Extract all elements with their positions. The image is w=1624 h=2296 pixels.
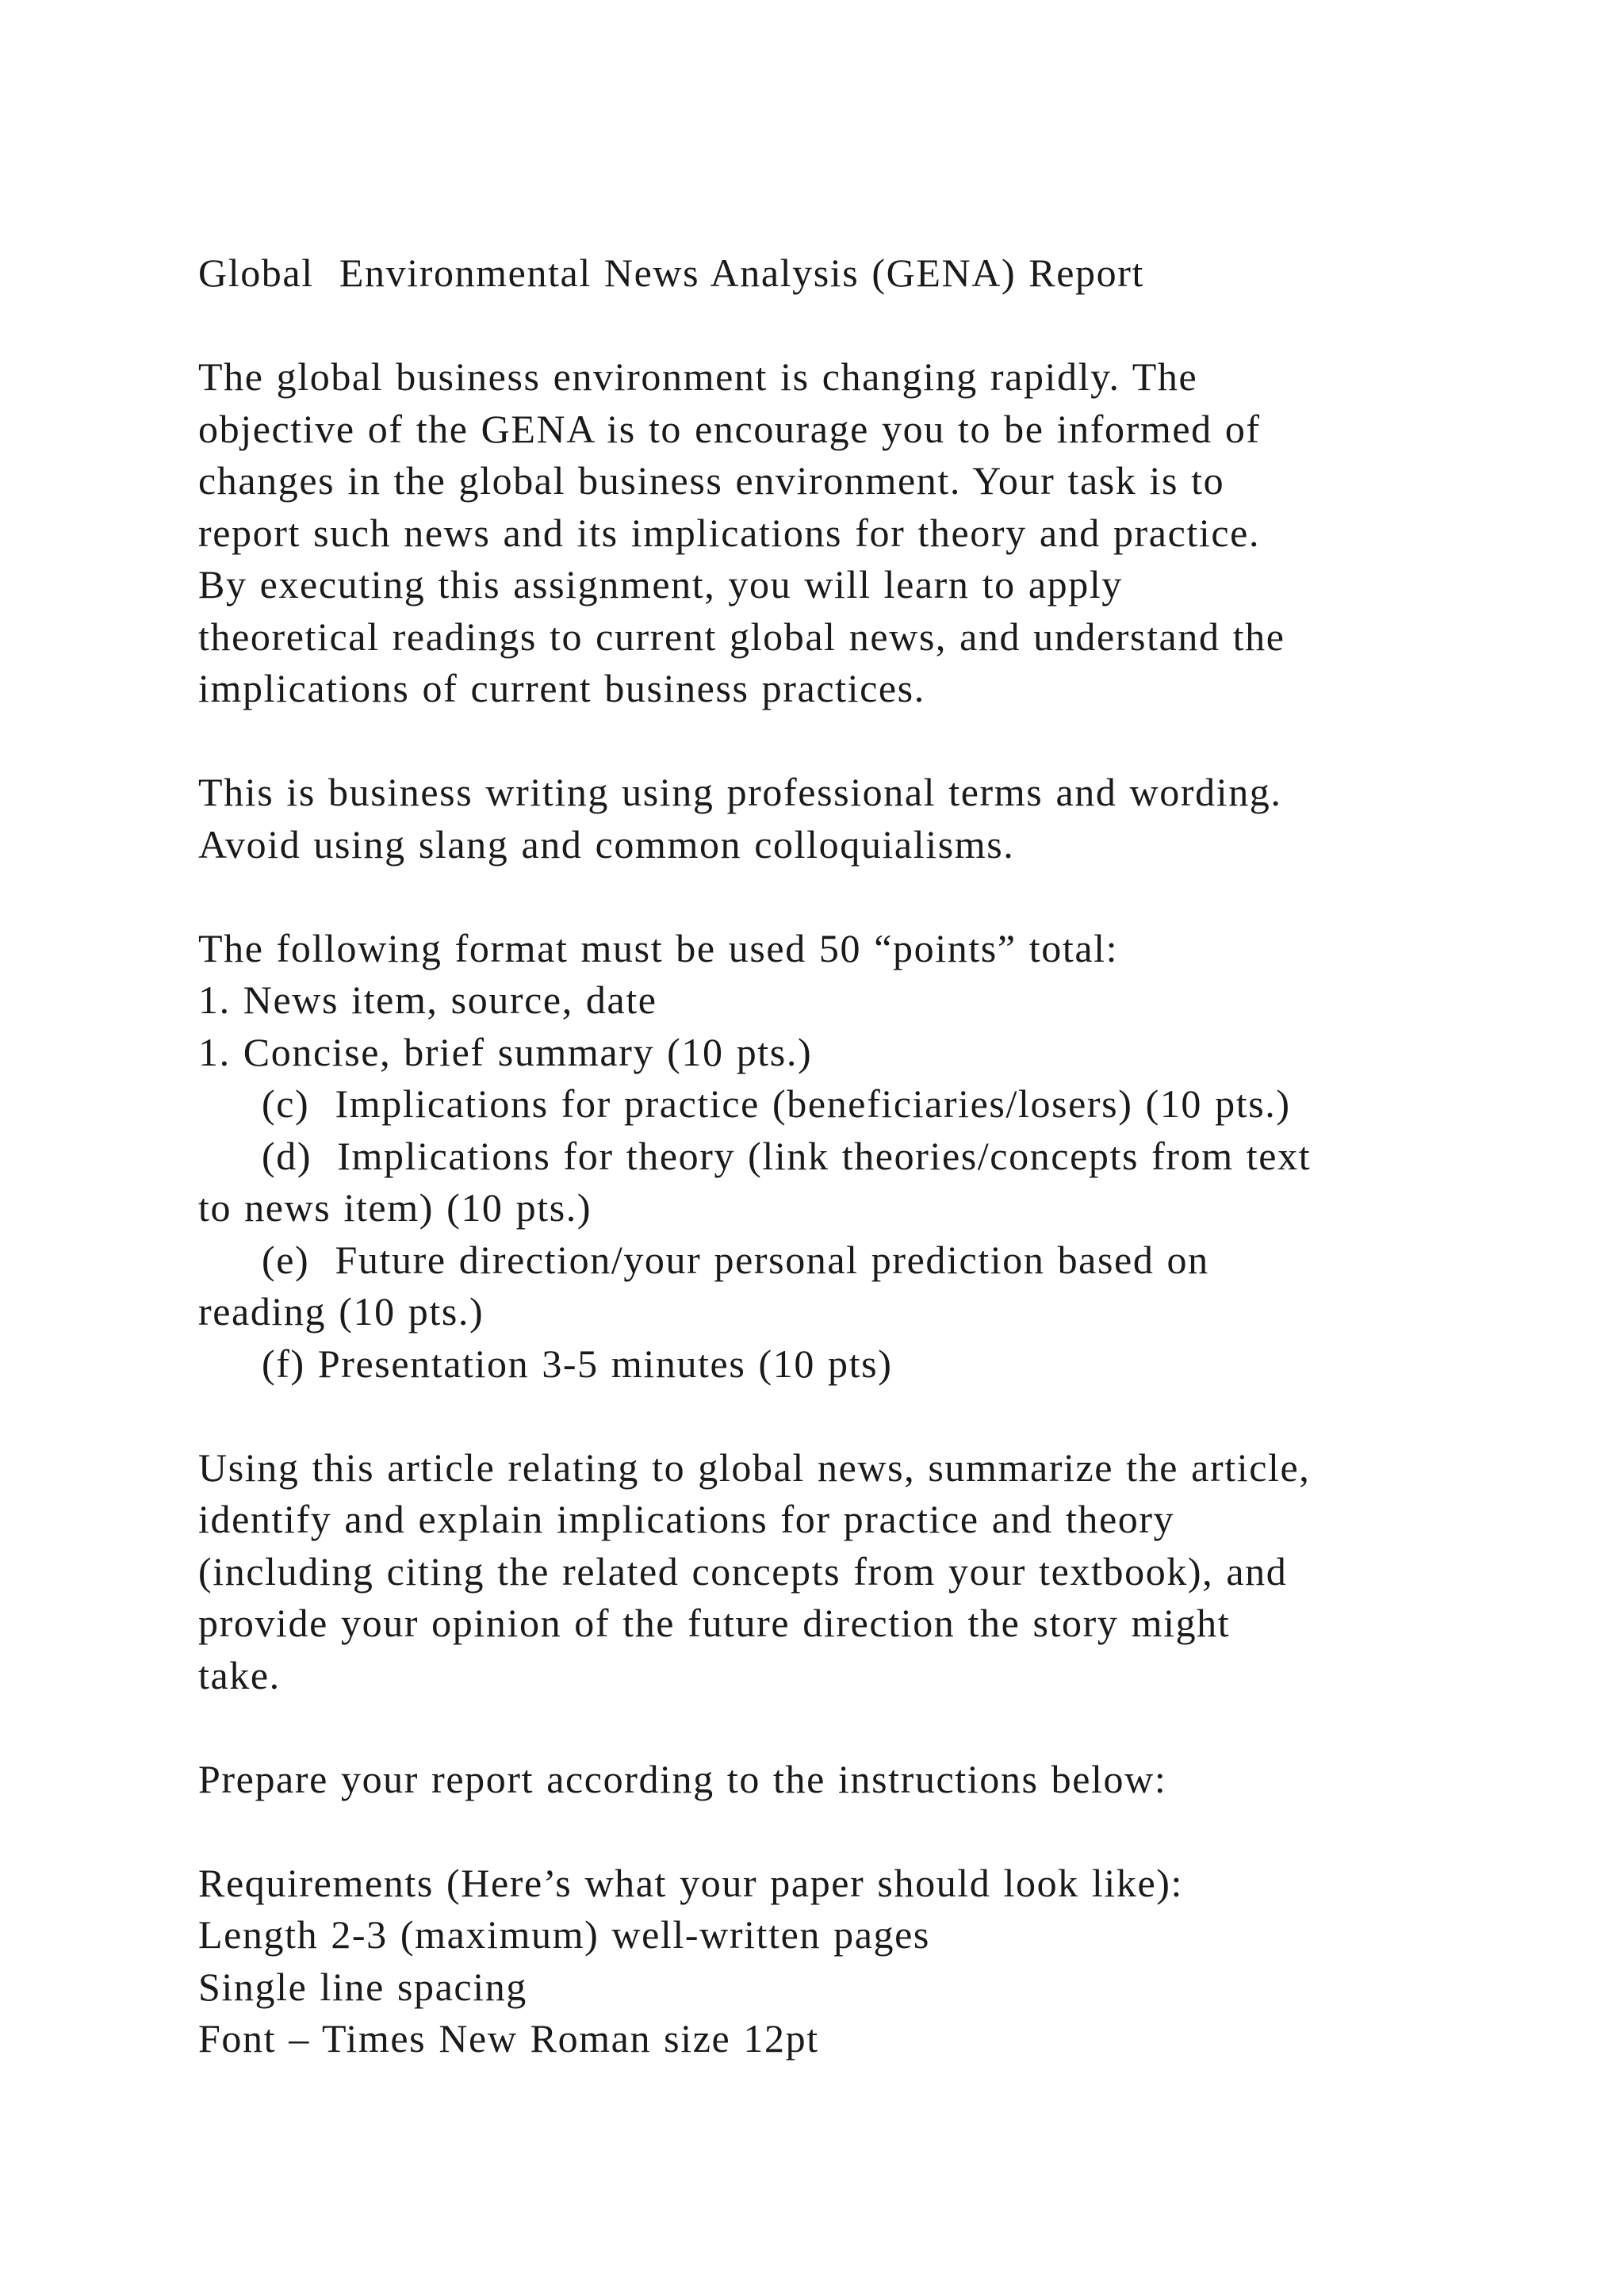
article-paragraph-line: identify and explain implications for practice and theory <box>198 1497 1175 1541</box>
intro-line: theoretical readings to current global news, and understand the <box>198 614 1285 659</box>
style-note-line: This is business writing using professional terms and wording. <box>198 770 1282 814</box>
format-sub-item-e: (e) Future direction/your personal prediction based on <box>262 1237 1209 1282</box>
document-body <box>198 247 1467 2065</box>
article-paragraph-line: (including citing the related concepts from your textbook), and <box>198 1548 1288 1594</box>
blank-line <box>198 1701 1467 1754</box>
intro-line: By executing this assignment, you will learn to apply <box>198 562 1123 607</box>
requirement-item: Single line spacing <box>198 1964 527 2009</box>
format-sub-item-c: (c) Implications for practice (beneficiaries/losers) (10 pts.) <box>262 1081 1291 1126</box>
blank-line <box>198 871 1467 923</box>
article-paragraph-line: Using this article relating to global news, summarize the article, <box>198 1445 1311 1490</box>
format-sub-item-f: (f) Presentation 3-5 minutes (10 pts) <box>262 1341 893 1386</box>
requirement-item: Length 2-3 (maximum) well-written pages <box>198 1912 930 1957</box>
format-intro: The following format must be used 50 “points” total: <box>198 925 1119 970</box>
article-paragraph-line: provide your opinion of the future direction the story might <box>198 1601 1231 1645</box>
blank-line <box>198 1390 1467 1442</box>
format-sub-item-d: (d) Implications for theory (link theories/concepts from text <box>262 1133 1312 1178</box>
intro-line: objective of the GENA is to encourage you to be informed of <box>198 406 1261 451</box>
intro-line: The global business environment is changing rapidly. The <box>198 354 1198 399</box>
format-item: 1. News item, source, date <box>198 978 657 1022</box>
prepare-line: Prepare your report according to the instructions below: <box>198 1756 1167 1801</box>
requirement-item: Font – Times New Roman size 12pt <box>198 2016 819 2061</box>
format-sub-item-e-cont: reading (10 pts.) <box>198 1289 485 1334</box>
format-item: 1. Concise, brief summary (10 pts.) <box>198 1029 813 1074</box>
document-title: Global Environmental News Analysis (GENA) Report <box>198 251 1144 295</box>
intro-line: implications of current business practices. <box>198 666 925 710</box>
blank-line <box>198 1805 1467 1858</box>
requirements-heading: Requirements (Here’s what your paper should look like): <box>198 1860 1183 1905</box>
article-paragraph-line: take. <box>198 1652 281 1697</box>
intro-line: report such news and its implications for theory and practice. <box>198 510 1261 555</box>
blank-line <box>198 300 1467 352</box>
style-note-line: Avoid using slang and common colloquialisms. <box>198 821 1015 867</box>
intro-line: changes in the global business environment. Your task is to <box>198 458 1225 503</box>
blank-line <box>198 715 1467 767</box>
format-sub-item-d-cont: to news item) (10 pts.) <box>198 1185 592 1230</box>
